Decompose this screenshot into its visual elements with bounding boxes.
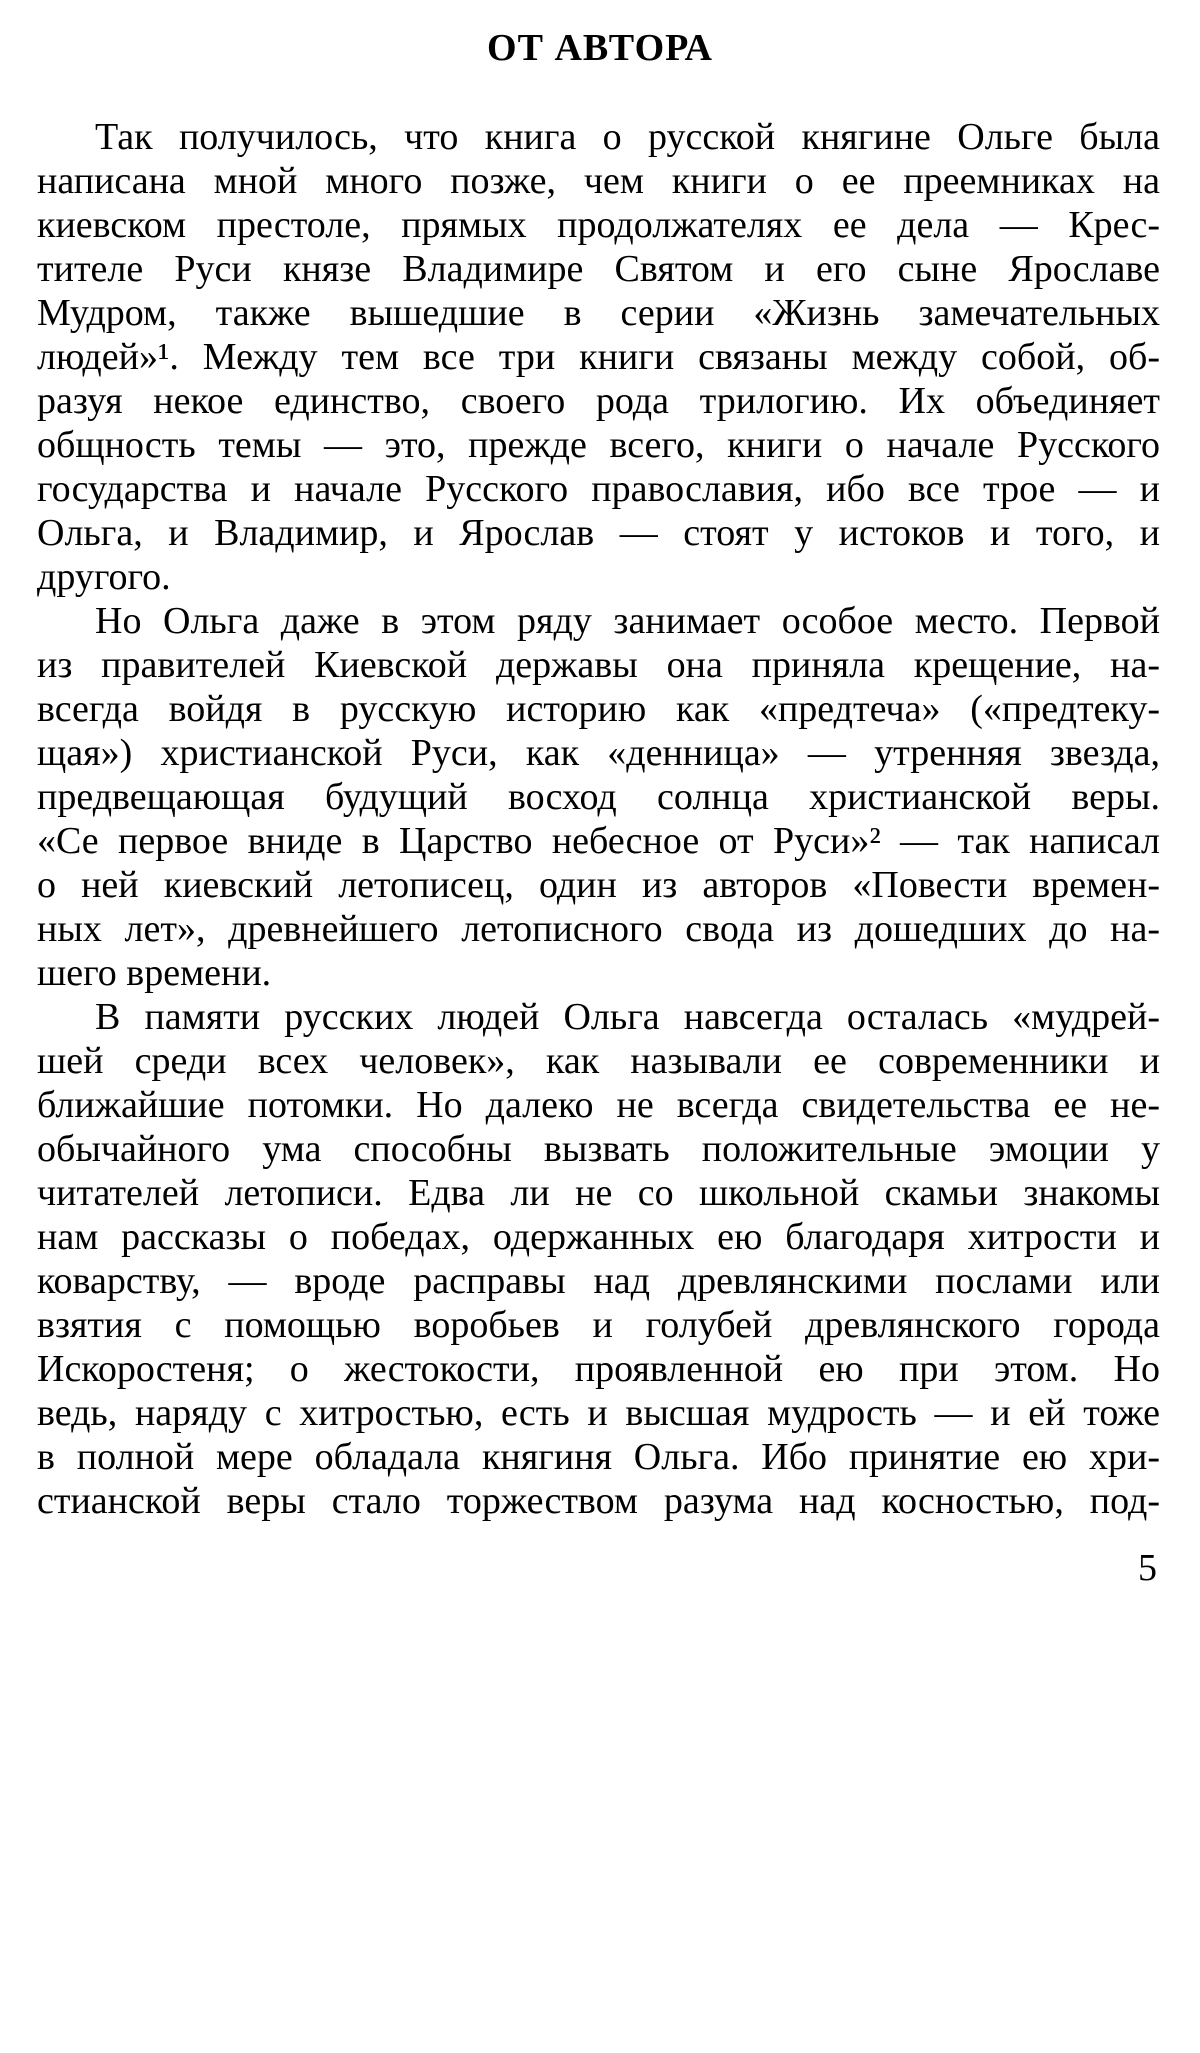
- text-line: стианской веры стало торжеством разума над косностью, под-: [37, 1480, 1160, 1522]
- text-block: [37, 115, 1160, 1523]
- text-line: из правителей Киевской державы она приняла крещение, на-: [37, 644, 1160, 686]
- text-line: государства и начале Русского православия, ибо все трое — и: [37, 468, 1160, 510]
- text-line: шей среди всех человек», как называли ее современники и: [37, 1040, 1160, 1082]
- text-line: в полной мере обладала княгиня Ольга. Ибо принятие ею хри-: [37, 1436, 1160, 1478]
- text-line: обычайного ума способны вызвать положительные эмоции у: [37, 1128, 1160, 1170]
- paragraph: [37, 115, 1160, 599]
- text-line: читателей летописи. Едва ли не со школьной скамьи знакомы: [37, 1172, 1160, 1214]
- text-line: щая») христианской Руси, как «денница» — утренняя звезда,: [37, 732, 1160, 774]
- text-line: разуя некое единство, своего рода трилогию. Их объединяет: [37, 380, 1160, 422]
- text-line: другого.: [37, 556, 171, 598]
- text-line: «Се первое вниде в Царство небесное от Руси»² — так написал: [37, 820, 1160, 862]
- text-line: шего времени.: [37, 952, 272, 994]
- text-line: В памяти русских людей Ольга навсегда осталась «мудрей-: [95, 996, 1160, 1038]
- text-line: предвещающая будущий восход солнца христианской веры.: [37, 776, 1160, 818]
- text-line: всегда войдя в русскую историю как «предтеча» («предтеку-: [37, 688, 1160, 730]
- text-line: тителе Руси князе Владимире Святом и его сыне Ярославе: [37, 248, 1160, 290]
- text-line: о ней киевский летописец, один из авторов «Повести времен-: [37, 864, 1160, 906]
- text-line: ближайшие потомки. Но далеко не всегда свидетельства ее не-: [37, 1084, 1160, 1126]
- page-number: 5: [1138, 1547, 1157, 1589]
- paragraph: [37, 995, 1160, 1523]
- text-line: коварству, — вроде расправы над древлянскими послами или: [37, 1260, 1160, 1302]
- text-line: Так получилось, что книга о русской княгине Ольге была: [95, 116, 1160, 158]
- text-line: Мудром, также вышедшие в серии «Жизнь замечательных: [37, 292, 1160, 334]
- text-line: нам рассказы о победах, одержанных ею благодаря хитрости и: [37, 1216, 1160, 1258]
- text-line: общность темы — это, прежде всего, книги о начале Русского: [37, 424, 1160, 466]
- page-title: ОТ АВТОРА: [487, 27, 713, 69]
- text-line: Ольга, и Владимир, и Ярослав — стоят у истоков и того, и: [37, 512, 1160, 554]
- text-line: написана мной много позже, чем книги о ее преемниках на: [37, 160, 1160, 202]
- text-line: киевском престоле, прямых продолжателях ее дела — Крес-: [37, 204, 1160, 246]
- text-line: ведь, наряду с хитростью, есть и высшая мудрость — и ей тоже: [37, 1392, 1160, 1434]
- text-line: людей»¹. Между тем все три книги связаны между собой, об-: [37, 336, 1160, 378]
- paragraph: [37, 599, 1160, 995]
- text-line: Но Ольга даже в этом ряду занимает особое место. Первой: [95, 600, 1160, 642]
- text-line: ных лет», древнейшего летописного свода из дошедших до на-: [37, 908, 1160, 950]
- text-line: взятия с помощью воробьев и голубей древлянского города: [37, 1304, 1160, 1346]
- text-line: Искоростеня; о жестокости, проявленной ею при этом. Но: [37, 1348, 1160, 1390]
